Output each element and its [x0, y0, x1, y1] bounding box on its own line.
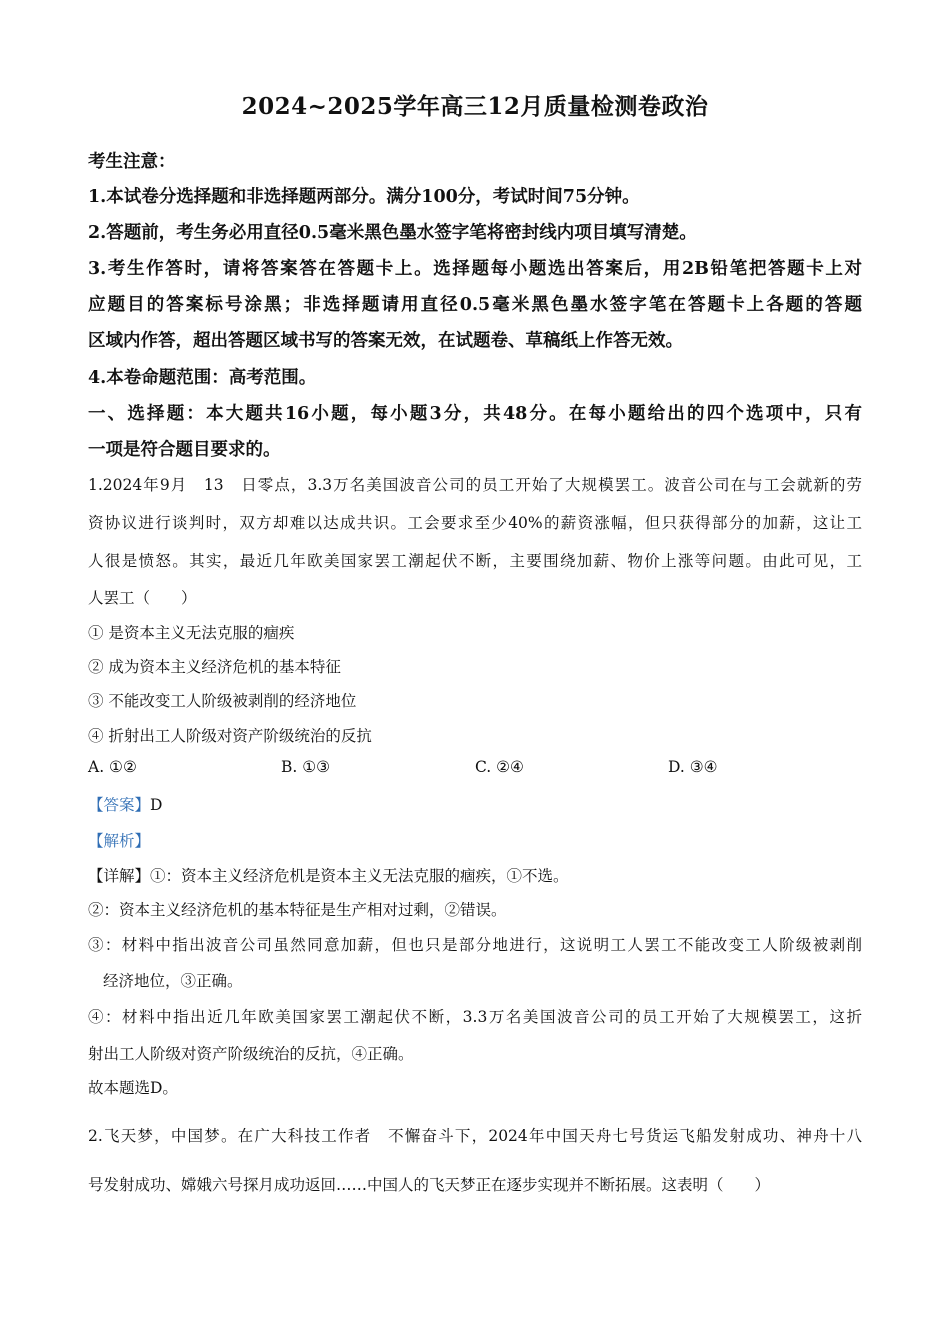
- notice-item: 2.答题前，考生务必用直径0.5毫米黑色墨水签字笔将密封线内项目填写清楚。: [88, 223, 697, 243]
- page-title: 2024~2025学年高三12月质量检测卷政治: [241, 93, 709, 120]
- q1-statement: ② 成为资本主义经济危机的基本特征: [88, 658, 341, 676]
- notice-item: 4.本卷命题范围：高考范围。: [88, 368, 317, 388]
- q2-stem: 2.飞天梦，中国梦。在广大科技工作者 不懈奋斗下，2024年中国天舟七号货运飞船发射成功、神舟十八: [88, 1127, 862, 1145]
- q1-option-b: B. ①③: [281, 758, 331, 776]
- q1-option-d: D. ③④: [668, 758, 718, 776]
- q1-detail: 经济地位，③正确。: [103, 972, 243, 990]
- q1-stem: 资协议进行谈判时，双方却难以达成共识。工会要求至少40%的薪资涨幅，但只获得部分的加薪，这让工: [88, 514, 862, 532]
- q1-statement: ① 是资本主义无法克服的痼疾: [88, 624, 295, 642]
- analysis-tag: 【解析】: [88, 832, 151, 850]
- notice-item: 区域内作答，超出答题区域书写的答案无效，在试题卷、草稿纸上作答无效。: [88, 331, 683, 351]
- q1-stem: 人很是愤怒。其实，最近几年欧美国家罢工潮起伏不断，主要围绕加薪、物价上涨等问题。由此可见，工: [88, 552, 862, 570]
- notice-item: 应题目的答案标号涂黑；非选择题请用直径0.5毫米黑色墨水签字笔在答题卡上各题的答题: [88, 295, 862, 315]
- q1-detail: 射出工人阶级对资产阶级统治的反抗，④正确。: [88, 1045, 414, 1063]
- q1-conclusion: 故本题选D。: [88, 1079, 178, 1097]
- notice-heading: 考生注意：: [88, 152, 176, 172]
- notice-item: 1.本试卷分选择题和非选择题两部分。满分100分，考试时间75分钟。: [88, 187, 640, 207]
- detail-tag: 【详解】: [88, 867, 151, 885]
- q1-statement: ③ 不能改变工人阶级被剥削的经济地位: [88, 692, 357, 710]
- detail-text: ①：资本主义经济危机是资本主义无法克服的痼疾，①不选。: [150, 867, 569, 885]
- q1-option-c: C. ②④: [475, 758, 524, 776]
- answer-value: D: [150, 796, 163, 814]
- notice-item: 3.考生作答时，请将答案答在答题卡上。选择题每小题选出答案后，用2B铅笔把答题卡上对: [88, 259, 862, 279]
- section-heading: 一、选择题：本大题共16小题，每小题3分，共48分。在每小题给出的四个选项中，只有: [88, 404, 862, 424]
- q1-detail: ③：材料中指出波音公司虽然同意加薪，但也只是部分地进行，这说明工人罢工不能改变工人阶级被剥削: [88, 936, 862, 954]
- q1-detail: ④：材料中指出近几年欧美国家罢工潮起伏不断，3.3万名美国波音公司的员工开始了大规模罢工，这折: [88, 1008, 862, 1026]
- q2-stem: 号发射成功、嫦娥六号探月成功返回……中国人的飞天梦正在逐步实现并不断拓展。这表明（ ）: [88, 1176, 771, 1194]
- q1-detail: [88, 864, 569, 886]
- answer-tag: 【答案】: [88, 796, 151, 814]
- section-heading-cont: 一项是符合题目要求的。: [88, 440, 281, 460]
- q1-stem: 1.2024年9月 13 日零点，3.3万名美国波音公司的员工开始了大规模罢工。波音公司在与工会就新的劳: [88, 476, 862, 494]
- q1-detail: ②：资本主义经济危机的基本特征是生产相对过剩，②错误。: [88, 901, 507, 919]
- q1-answer: [88, 793, 162, 815]
- q1-stem: 人罢工（ ）: [88, 589, 197, 607]
- q1-option-a: A. ①②: [88, 758, 137, 776]
- q1-statement: ④ 折射出工人阶级对资产阶级统治的反抗: [88, 727, 372, 745]
